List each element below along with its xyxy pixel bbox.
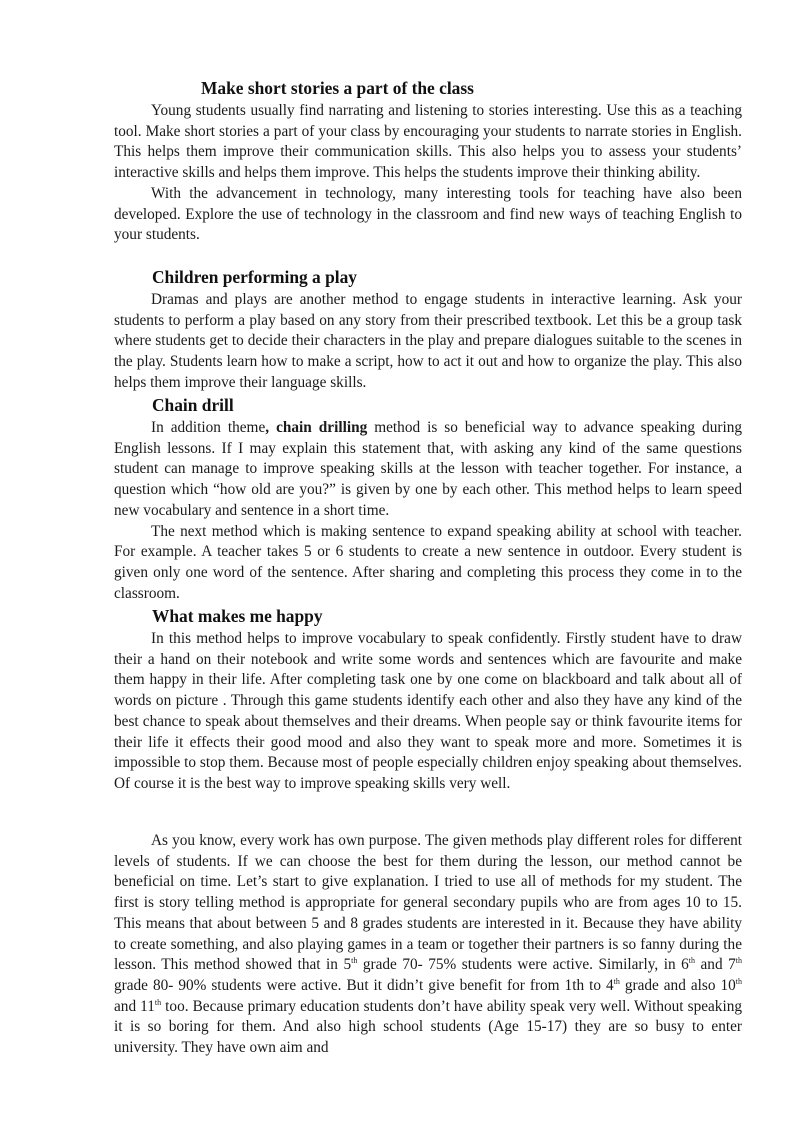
text-run: grade 70- 75% students were active. Similarly, in 6 — [357, 956, 689, 974]
superscript: th — [351, 956, 358, 966]
section-chain-drill — [114, 418, 742, 604]
paragraph: The next method which is making sentence to expand speaking ability at school with teacher. For example. A teacher takes 5 or 6 students to create a new sentence in outdoor. Every student is given only one word of the sentence. After sharing and completing this process they come in to the classroom. — [114, 522, 742, 602]
paragraph: With the advancement in technology, many interesting tools for teaching have also been developed. Explore the use of technology in the classroom and find new ways of teaching English to your students. — [114, 184, 742, 244]
paragraph — [114, 831, 742, 1059]
heading-chain-drill: Chain drill — [152, 395, 234, 415]
paragraph: Dramas and plays are another method to engage students in interactive learning. Ask your students to perform a play based on any story from their prescribed textbook. Let this be a group task where students get to decide their characters in the play and prepare dialogues suitable to the scenes in the play. Students learn how to make a script, how to act it out and how to organize the play. This also helps them improve their language skills. — [114, 291, 742, 391]
superscript: th — [613, 976, 620, 986]
section-short-stories — [114, 101, 742, 246]
heading-children-play: Children performing a play — [152, 267, 357, 287]
superscript: th — [154, 997, 162, 1007]
text-run: method is so beneficial way to advance speaking during English lessons. If I may explain this statement that, with asking any kind of the same questions student can manage to improve speaking skills at the lesson with teacher together. For instance, a question which “how old are you?” is given by one by each other. This method helps to learn speed new vocabulary and sentence in a short time. — [114, 419, 742, 519]
emphasis-term: , chain drilling — [265, 419, 368, 436]
section-what-makes-me-happy — [114, 629, 742, 795]
paragraph: In this method helps to improve vocabulary to speak confidently. Firstly student have to draw their a hand on their notebook and write some words and sentences which are favourite and make them happy in their life. After completing task one by one come on blackboard and talk about all of words on picture . Through this game students identify each other and also they have any kind of the best chance to speak about themselves and their dreams. When people say or think favourite items for their life it effects their good mood and also they want to speak more and more. Sometimes it is impossible to stop them. Because most of people especially children enjoy speaking about themselves. Of course it is the best way to improve speaking skills very well. — [114, 630, 742, 792]
text-run: and 11 — [114, 997, 155, 1015]
text-run: and 7 — [695, 956, 736, 974]
paragraph: Young students usually find narrating and listening to stories interesting. Use this as a teaching tool. Make short stories a part of your class by encouraging your students to narrate stories in English. This helps them improve their communication skills. This also helps you to assess your students’ interactive skills and helps them improve. This helps the students improve their thinking ability. — [114, 102, 742, 182]
text-run: grade 80- 90% students were active. But it didn’t give benefit for from 1th to 4 — [114, 976, 614, 994]
heading-short-stories: Make short stories a part of the class — [201, 78, 474, 98]
heading-what-makes-me-happy: What makes me happy — [152, 606, 323, 626]
text-run: grade and also 10 — [619, 976, 736, 994]
section-children-play — [114, 290, 742, 394]
text-run: In addition theme — [151, 419, 266, 436]
superscript: th — [688, 956, 696, 966]
text-run: As you know, every work has own purpose. The given methods play different roles for different levels of students. If we can choose the best for them during the lesson, our method cannot be beneficial on time. Let’s start to give explanation. I tried to use all of methods for my student. The first is story telling method is appropriate for general secondary pupils who are from ages 10 to 15. This means that about between 5 and 8 grades students are interested in it. Because they have ability to create something, and also playing games in a team or together their partners is so fanny during the lesson. This method showed that in 5 — [114, 832, 742, 974]
paragraph — [114, 418, 742, 522]
superscript: th — [735, 956, 742, 966]
superscript: th — [735, 976, 742, 986]
text-run: too. Because primary education students don’t have ability speak very well. Without speaking it is so boring for them. And also high school students (Age 15-17) they are so busy to enter university. They have own aim and — [114, 997, 742, 1057]
section-conclusion — [114, 831, 742, 1059]
